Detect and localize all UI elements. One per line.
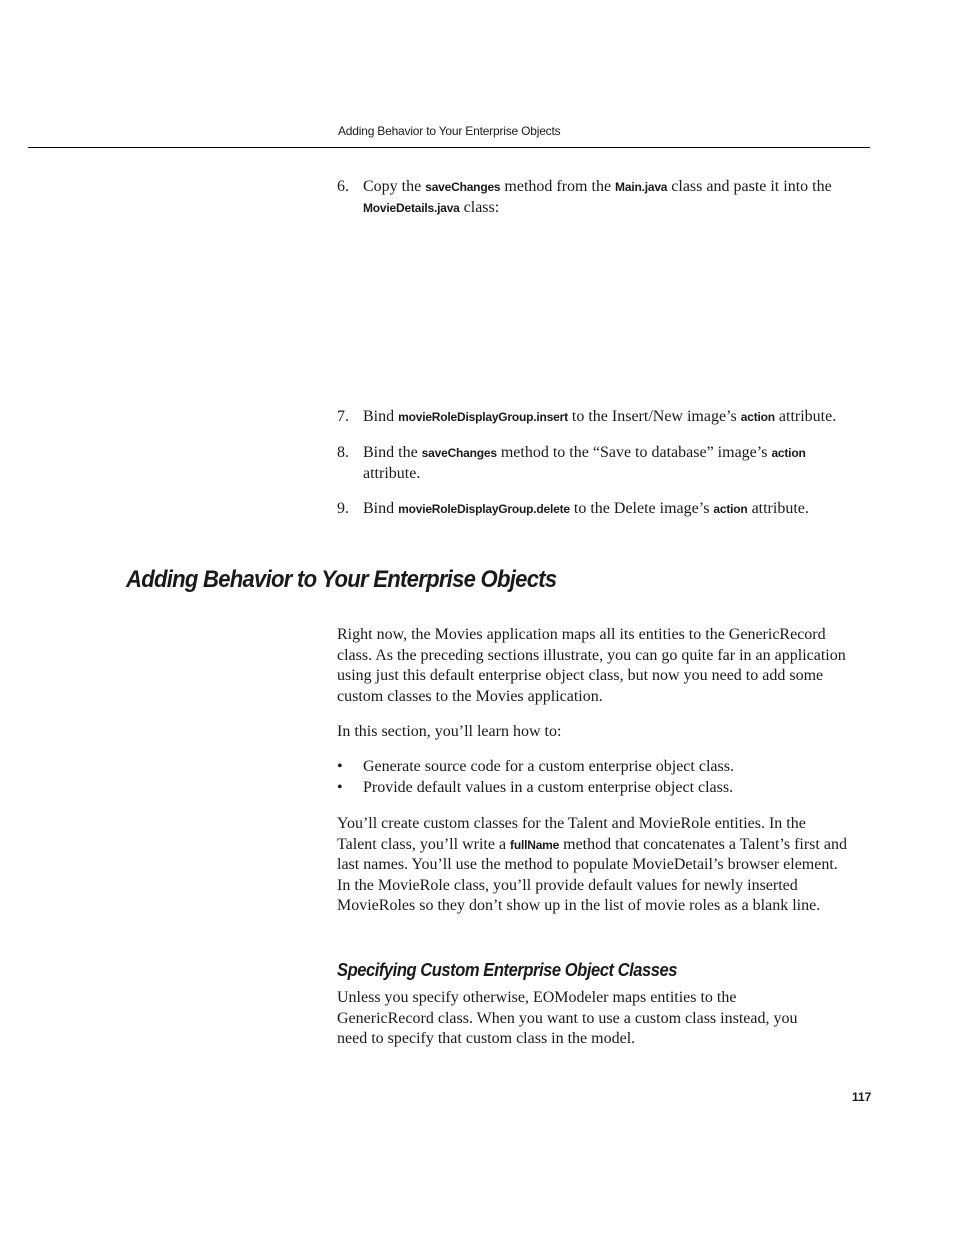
text-run: method from the bbox=[500, 178, 616, 195]
code-run: fullName bbox=[510, 837, 560, 852]
code-run: Main.java bbox=[615, 180, 668, 194]
header-rule bbox=[28, 147, 870, 148]
body-paragraph: Unless you specify otherwise, EOModeler maps entities to the GenericRecord class. When you want to use a custom class instead, you need to specify that custom class in the model. bbox=[337, 989, 798, 1047]
code-run: action bbox=[740, 410, 775, 424]
text-run: attribute. bbox=[747, 500, 809, 517]
step-number: 8. bbox=[337, 444, 349, 461]
step-text bbox=[363, 407, 847, 428]
running-header: Adding Behavior to Your Enterprise Objects bbox=[338, 124, 561, 138]
subsection-heading: Specifying Custom Enterprise Object Classes bbox=[337, 960, 678, 980]
list-item-text: Provide default values in a custom enterprise object class. bbox=[363, 778, 734, 796]
text-run: attribute. bbox=[363, 464, 421, 482]
page-number: 117 bbox=[852, 1090, 872, 1104]
text-run: to the Delete image’s bbox=[569, 500, 714, 517]
body-paragraph: Right now, the Movies application maps all its entities to the GenericRecord class. As the preceding sections illustrate, you can go quite far in an application using just this default enterprise object class, but now you need to add some custom classes to the Movies application. bbox=[337, 626, 846, 705]
list-item bbox=[337, 757, 847, 778]
list-item bbox=[337, 778, 847, 799]
step-text bbox=[363, 499, 847, 520]
text-run: Bind bbox=[363, 408, 399, 425]
step-number: 7. bbox=[337, 408, 349, 425]
text-run: method to the “Save to database” image’s bbox=[496, 444, 772, 461]
code-run: movieRoleDisplayGroup.insert bbox=[398, 410, 568, 424]
code-run: movieRoleDisplayGroup.delete bbox=[398, 502, 570, 516]
code-run: action bbox=[771, 446, 806, 460]
step-8 bbox=[337, 443, 847, 484]
code-run: saveChanges bbox=[425, 180, 501, 194]
step-7 bbox=[337, 407, 847, 428]
text-run: to the Insert/New image’s bbox=[567, 408, 741, 425]
body-paragraph: In this section, you’ll learn how to: bbox=[337, 723, 562, 740]
list-item-text: Generate source code for a custom enterprise object class. bbox=[363, 758, 734, 775]
text-run: method that concatenates a Talent’s first and last names. You’ll use the method to populate MovieDetail’s browser element. In the MovieRole class, you’ll provide default values for newly inserted MovieRoles so they don’t show up in the list of movie roles as a blank line. bbox=[337, 835, 847, 914]
step-text bbox=[363, 443, 829, 484]
code-run: MovieDetails.java bbox=[363, 200, 460, 215]
bullet-icon: • bbox=[337, 778, 343, 796]
step-text bbox=[363, 177, 847, 218]
section-heading: Adding Behavior to Your Enterprise Objects bbox=[126, 566, 557, 593]
text-run: Bind bbox=[363, 500, 399, 517]
text-run: attribute. bbox=[774, 408, 837, 425]
text-run: class: bbox=[459, 198, 500, 216]
step-9 bbox=[337, 499, 847, 520]
text-run: You’ll create custom classes for the Talent and MovieRole entities. In the Talent class, you’ll write a bbox=[337, 815, 806, 853]
bullet-icon: • bbox=[337, 758, 343, 775]
text-run: Copy the bbox=[363, 178, 426, 195]
bullet-list bbox=[337, 757, 847, 798]
step-number: 9. bbox=[337, 500, 349, 517]
code-run: action bbox=[713, 502, 748, 516]
step-6 bbox=[337, 177, 847, 218]
code-run: saveChanges bbox=[421, 446, 497, 460]
text-run: Bind the bbox=[363, 444, 422, 461]
step-number: 6. bbox=[337, 178, 349, 195]
body-paragraph bbox=[337, 814, 847, 917]
text-run: class and paste it into the bbox=[667, 178, 832, 195]
